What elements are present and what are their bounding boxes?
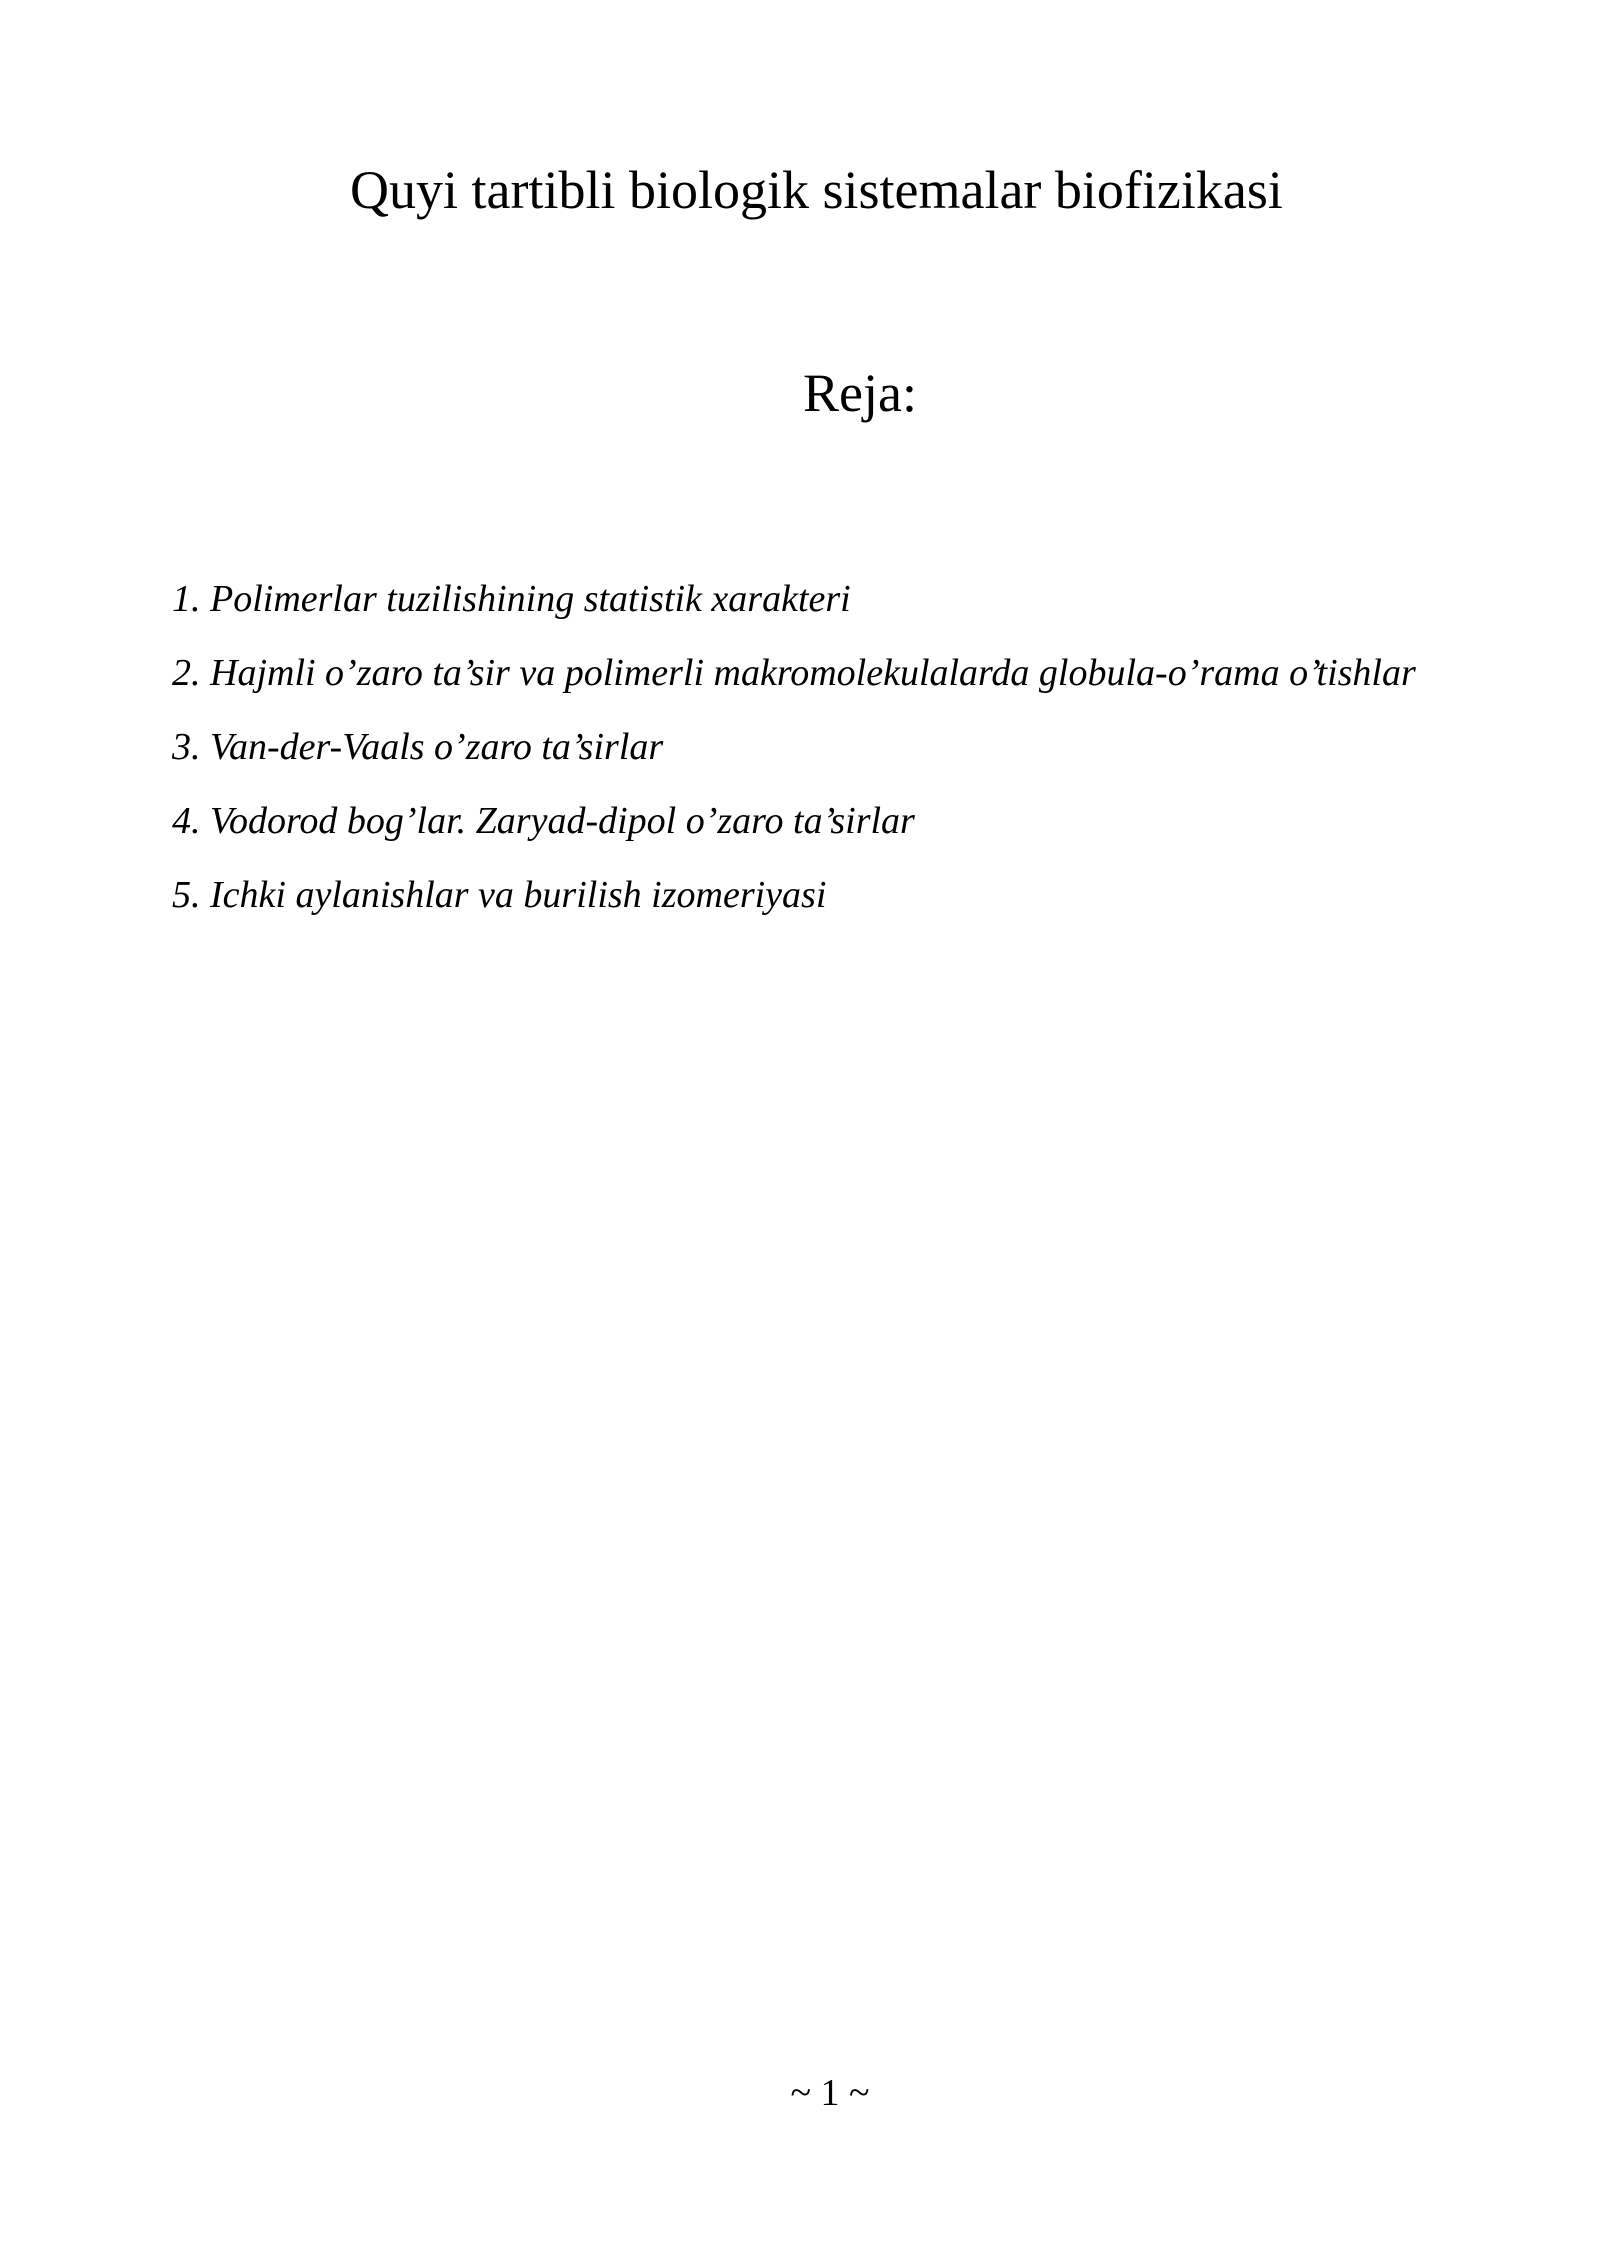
plan-item: 1. Polimerlar tuzilishining statistik xarakteri [172,578,851,620]
page-number: ~ 1 ~ [790,2072,870,2114]
plan-item: 2. Hajmli o’zaro ta’sir va polimerli makromolekulalarda globula-o’rama o’tishlar [172,652,1416,694]
plan-item: 4. Vodorod bog’lar. Zaryad-dipol o’zaro ta’sirlar [172,800,915,842]
plan-list [172,562,1462,932]
plan-item: 3. Van-der-Vaals o’zaro ta’sirlar [172,726,664,768]
plan-heading: Reja: [803,363,917,423]
plan-item: 5. Ichki aylanishlar va burilish izomeriyasi [172,874,827,916]
document-title: Quyi tartibli biologik sistemalar biofizikasi [350,160,1283,220]
